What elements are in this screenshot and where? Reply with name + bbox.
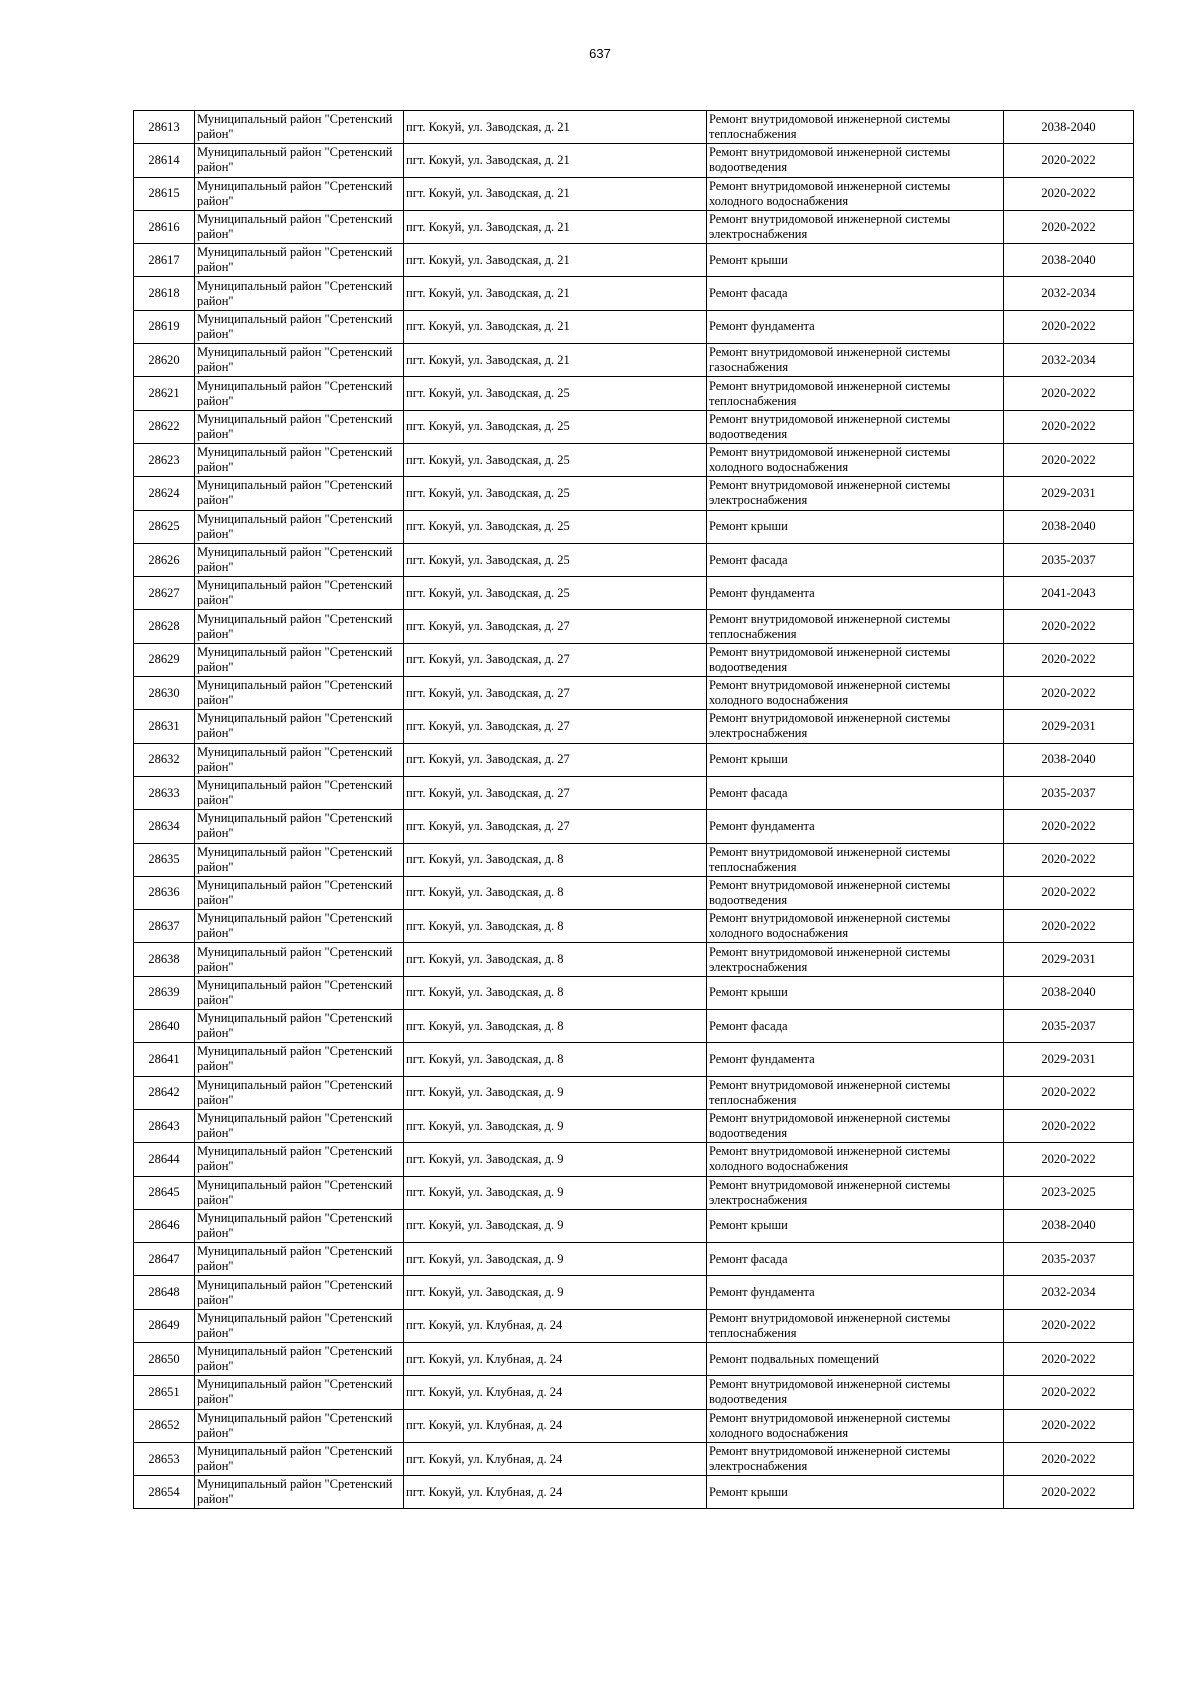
- work-type-cell: Ремонт внутридомовой инженерной системы водоотведения: [707, 876, 1004, 909]
- row-number-cell: 28620: [134, 344, 195, 377]
- period-cell: 2029-2031: [1004, 943, 1134, 976]
- address-cell: пгт. Кокуй, ул. Заводская, д. 9: [404, 1076, 707, 1109]
- municipality-cell: Муниципальный район "Сретенский район": [195, 443, 404, 476]
- address-cell: пгт. Кокуй, ул. Клубная, д. 24: [404, 1309, 707, 1342]
- table-row: [134, 776, 1134, 809]
- work-type-cell: Ремонт внутридомовой инженерной системы холодного водоснабжения: [707, 1409, 1004, 1442]
- period-cell: 2029-2031: [1004, 477, 1134, 510]
- period-cell: 2041-2043: [1004, 577, 1134, 610]
- period-cell: 2020-2022: [1004, 843, 1134, 876]
- municipality-cell: Муниципальный район "Сретенский район": [195, 1176, 404, 1209]
- table-row: [134, 943, 1134, 976]
- table-row: [134, 1276, 1134, 1309]
- address-cell: пгт. Кокуй, ул. Заводская, д. 9: [404, 1109, 707, 1142]
- address-cell: пгт. Кокуй, ул. Заводская, д. 25: [404, 477, 707, 510]
- work-type-cell: Ремонт фундамента: [707, 1043, 1004, 1076]
- address-cell: пгт. Кокуй, ул. Заводская, д. 21: [404, 277, 707, 310]
- table-row: [134, 443, 1134, 476]
- table-row: [134, 1043, 1134, 1076]
- address-cell: пгт. Кокуй, ул. Заводская, д. 25: [404, 377, 707, 410]
- work-type-cell: Ремонт фасада: [707, 1243, 1004, 1276]
- work-type-cell: Ремонт внутридомовой инженерной системы теплоснабжения: [707, 377, 1004, 410]
- address-cell: пгт. Кокуй, ул. Заводская, д. 25: [404, 577, 707, 610]
- address-cell: пгт. Кокуй, ул. Заводская, д. 8: [404, 1010, 707, 1043]
- address-cell: пгт. Кокуй, ул. Заводская, д. 9: [404, 1209, 707, 1242]
- table-row: [134, 344, 1134, 377]
- page-number: 637: [589, 46, 611, 61]
- address-cell: пгт. Кокуй, ул. Заводская, д. 9: [404, 1143, 707, 1176]
- address-cell: пгт. Кокуй, ул. Заводская, д. 27: [404, 643, 707, 676]
- row-number-cell: 28624: [134, 477, 195, 510]
- period-cell: 2038-2040: [1004, 510, 1134, 543]
- table-row: [134, 976, 1134, 1009]
- row-number-cell: 28628: [134, 610, 195, 643]
- work-type-cell: Ремонт внутридомовой инженерной системы газоснабжения: [707, 344, 1004, 377]
- table-row: [134, 810, 1134, 843]
- municipality-cell: Муниципальный район "Сретенский район": [195, 1043, 404, 1076]
- table-row: [134, 1176, 1134, 1209]
- period-cell: 2020-2022: [1004, 1376, 1134, 1409]
- municipality-cell: Муниципальный район "Сретенский район": [195, 976, 404, 1009]
- work-type-cell: Ремонт внутридомовой инженерной системы водоотведения: [707, 643, 1004, 676]
- period-cell: 2038-2040: [1004, 976, 1134, 1009]
- period-cell: 2020-2022: [1004, 443, 1134, 476]
- table-row: [134, 144, 1134, 177]
- table-row: [134, 610, 1134, 643]
- address-cell: пгт. Кокуй, ул. Клубная, д. 24: [404, 1476, 707, 1509]
- municipality-cell: Муниципальный район "Сретенский район": [195, 410, 404, 443]
- address-cell: пгт. Кокуй, ул. Заводская, д. 27: [404, 810, 707, 843]
- work-type-cell: Ремонт фундамента: [707, 810, 1004, 843]
- table-row: [134, 277, 1134, 310]
- table-row: [134, 743, 1134, 776]
- municipality-cell: Муниципальный район "Сретенский район": [195, 1476, 404, 1509]
- row-number-cell: 28649: [134, 1309, 195, 1342]
- row-number-cell: 28645: [134, 1176, 195, 1209]
- address-cell: пгт. Кокуй, ул. Заводская, д. 27: [404, 610, 707, 643]
- municipality-cell: Муниципальный район "Сретенский район": [195, 543, 404, 576]
- municipality-cell: Муниципальный район "Сретенский район": [195, 710, 404, 743]
- municipality-cell: Муниципальный район "Сретенский район": [195, 377, 404, 410]
- work-type-cell: Ремонт крыши: [707, 976, 1004, 1009]
- address-cell: пгт. Кокуй, ул. Клубная, д. 24: [404, 1376, 707, 1409]
- row-number-cell: 28648: [134, 1276, 195, 1309]
- table-row: [134, 710, 1134, 743]
- work-type-cell: Ремонт крыши: [707, 510, 1004, 543]
- address-cell: пгт. Кокуй, ул. Заводская, д. 25: [404, 410, 707, 443]
- work-type-cell: Ремонт крыши: [707, 1476, 1004, 1509]
- period-cell: 2032-2034: [1004, 344, 1134, 377]
- table-row: [134, 177, 1134, 210]
- work-type-cell: Ремонт внутридомовой инженерной системы теплоснабжения: [707, 111, 1004, 144]
- work-type-cell: Ремонт фасада: [707, 776, 1004, 809]
- period-cell: 2020-2022: [1004, 1143, 1134, 1176]
- table-row: [134, 543, 1134, 576]
- table-row: [134, 1109, 1134, 1142]
- period-cell: 2020-2022: [1004, 677, 1134, 710]
- row-number-cell: 28647: [134, 1243, 195, 1276]
- table-row: [134, 1409, 1134, 1442]
- table-row: [134, 1442, 1134, 1475]
- municipality-cell: Муниципальный район "Сретенский район": [195, 610, 404, 643]
- period-cell: 2023-2025: [1004, 1176, 1134, 1209]
- address-cell: пгт. Кокуй, ул. Заводская, д. 8: [404, 976, 707, 1009]
- row-number-cell: 28636: [134, 876, 195, 909]
- municipality-cell: Муниципальный район "Сретенский район": [195, 310, 404, 343]
- row-number-cell: 28613: [134, 111, 195, 144]
- municipality-cell: Муниципальный район "Сретенский район": [195, 577, 404, 610]
- table-row: [134, 1309, 1134, 1342]
- municipality-cell: Муниципальный район "Сретенский район": [195, 510, 404, 543]
- municipality-cell: Муниципальный район "Сретенский район": [195, 1309, 404, 1342]
- work-type-cell: Ремонт внутридомовой инженерной системы электроснабжения: [707, 210, 1004, 243]
- work-type-cell: Ремонт внутридомовой инженерной системы электроснабжения: [707, 943, 1004, 976]
- period-cell: 2035-2037: [1004, 776, 1134, 809]
- work-type-cell: Ремонт подвальных помещений: [707, 1342, 1004, 1375]
- period-cell: 2020-2022: [1004, 1309, 1134, 1342]
- period-cell: 2035-2037: [1004, 1010, 1134, 1043]
- table-row: [134, 1010, 1134, 1043]
- address-cell: пгт. Кокуй, ул. Заводская, д. 25: [404, 443, 707, 476]
- municipality-cell: Муниципальный район "Сретенский район": [195, 810, 404, 843]
- work-type-cell: Ремонт внутридомовой инженерной системы холодного водоснабжения: [707, 443, 1004, 476]
- period-cell: 2038-2040: [1004, 743, 1134, 776]
- address-cell: пгт. Кокуй, ул. Клубная, д. 24: [404, 1442, 707, 1475]
- work-type-cell: Ремонт крыши: [707, 743, 1004, 776]
- table-row: [134, 1209, 1134, 1242]
- work-type-cell: Ремонт внутридомовой инженерной системы теплоснабжения: [707, 610, 1004, 643]
- address-cell: пгт. Кокуй, ул. Заводская, д. 8: [404, 943, 707, 976]
- row-number-cell: 28616: [134, 210, 195, 243]
- work-type-cell: Ремонт внутридомовой инженерной системы холодного водоснабжения: [707, 1143, 1004, 1176]
- address-cell: пгт. Кокуй, ул. Заводская, д. 8: [404, 910, 707, 943]
- table-row: [134, 410, 1134, 443]
- repair-schedule-table: [133, 110, 1134, 1509]
- period-cell: 2020-2022: [1004, 144, 1134, 177]
- work-type-cell: Ремонт внутридомовой инженерной системы электроснабжения: [707, 1176, 1004, 1209]
- period-cell: 2029-2031: [1004, 710, 1134, 743]
- municipality-cell: Муниципальный район "Сретенский район": [195, 843, 404, 876]
- address-cell: пгт. Кокуй, ул. Заводская, д. 21: [404, 310, 707, 343]
- table-row: [134, 577, 1134, 610]
- row-number-cell: 28621: [134, 377, 195, 410]
- address-cell: пгт. Кокуй, ул. Заводская, д. 21: [404, 344, 707, 377]
- address-cell: пгт. Кокуй, ул. Клубная, д. 24: [404, 1342, 707, 1375]
- work-type-cell: Ремонт внутридомовой инженерной системы теплоснабжения: [707, 1076, 1004, 1109]
- address-cell: пгт. Кокуй, ул. Заводская, д. 21: [404, 144, 707, 177]
- period-cell: 2029-2031: [1004, 1043, 1134, 1076]
- row-number-cell: 28651: [134, 1376, 195, 1409]
- municipality-cell: Муниципальный район "Сретенский район": [195, 876, 404, 909]
- work-type-cell: Ремонт фундамента: [707, 577, 1004, 610]
- table-row: [134, 1243, 1134, 1276]
- row-number-cell: 28646: [134, 1209, 195, 1242]
- municipality-cell: Муниципальный район "Сретенский район": [195, 1442, 404, 1475]
- table-row: [134, 111, 1134, 144]
- work-type-cell: Ремонт внутридомовой инженерной системы холодного водоснабжения: [707, 177, 1004, 210]
- address-cell: пгт. Кокуй, ул. Заводская, д. 27: [404, 776, 707, 809]
- period-cell: 2038-2040: [1004, 1209, 1134, 1242]
- municipality-cell: Муниципальный район "Сретенский район": [195, 1010, 404, 1043]
- row-number-cell: 28642: [134, 1076, 195, 1109]
- table-row: [134, 1476, 1134, 1509]
- municipality-cell: Муниципальный район "Сретенский район": [195, 643, 404, 676]
- address-cell: пгт. Кокуй, ул. Заводская, д. 21: [404, 210, 707, 243]
- address-cell: пгт. Кокуй, ул. Заводская, д. 9: [404, 1176, 707, 1209]
- table-row: [134, 843, 1134, 876]
- address-cell: пгт. Кокуй, ул. Заводская, д. 27: [404, 677, 707, 710]
- table-body: [134, 111, 1134, 1509]
- address-cell: пгт. Кокуй, ул. Клубная, д. 24: [404, 1409, 707, 1442]
- period-cell: 2032-2034: [1004, 277, 1134, 310]
- address-cell: пгт. Кокуй, ул. Заводская, д. 9: [404, 1243, 707, 1276]
- row-number-cell: 28639: [134, 976, 195, 1009]
- address-cell: пгт. Кокуй, ул. Заводская, д. 9: [404, 1276, 707, 1309]
- municipality-cell: Муниципальный район "Сретенский район": [195, 776, 404, 809]
- row-number-cell: 28633: [134, 776, 195, 809]
- work-type-cell: Ремонт внутридомовой инженерной системы водоотведения: [707, 1109, 1004, 1142]
- table-row: [134, 643, 1134, 676]
- period-cell: 2020-2022: [1004, 1442, 1134, 1475]
- municipality-cell: Муниципальный район "Сретенский район": [195, 1243, 404, 1276]
- work-type-cell: Ремонт внутридомовой инженерной системы водоотведения: [707, 144, 1004, 177]
- row-number-cell: 28640: [134, 1010, 195, 1043]
- municipality-cell: Муниципальный район "Сретенский район": [195, 210, 404, 243]
- table-row: [134, 510, 1134, 543]
- row-number-cell: 28654: [134, 1476, 195, 1509]
- period-cell: 2020-2022: [1004, 410, 1134, 443]
- period-cell: 2020-2022: [1004, 610, 1134, 643]
- row-number-cell: 28650: [134, 1342, 195, 1375]
- address-cell: пгт. Кокуй, ул. Заводская, д. 27: [404, 710, 707, 743]
- table-row: [134, 377, 1134, 410]
- municipality-cell: Муниципальный район "Сретенский район": [195, 1376, 404, 1409]
- work-type-cell: Ремонт внутридомовой инженерной системы электроснабжения: [707, 477, 1004, 510]
- period-cell: 2020-2022: [1004, 1109, 1134, 1142]
- row-number-cell: 28623: [134, 443, 195, 476]
- period-cell: 2020-2022: [1004, 1076, 1134, 1109]
- address-cell: пгт. Кокуй, ул. Заводская, д. 8: [404, 876, 707, 909]
- work-type-cell: Ремонт фасада: [707, 543, 1004, 576]
- work-type-cell: Ремонт внутридомовой инженерной системы теплоснабжения: [707, 1309, 1004, 1342]
- table-row: [134, 310, 1134, 343]
- work-type-cell: Ремонт внутридомовой инженерной системы холодного водоснабжения: [707, 677, 1004, 710]
- municipality-cell: Муниципальный район "Сретенский район": [195, 244, 404, 277]
- row-number-cell: 28643: [134, 1109, 195, 1142]
- municipality-cell: Муниципальный район "Сретенский район": [195, 1409, 404, 1442]
- work-type-cell: Ремонт внутридомовой инженерной системы электроснабжения: [707, 710, 1004, 743]
- address-cell: пгт. Кокуй, ул. Заводская, д. 8: [404, 843, 707, 876]
- work-type-cell: Ремонт фасада: [707, 1010, 1004, 1043]
- municipality-cell: Муниципальный район "Сретенский район": [195, 1209, 404, 1242]
- period-cell: 2020-2022: [1004, 177, 1134, 210]
- period-cell: 2035-2037: [1004, 1243, 1134, 1276]
- work-type-cell: Ремонт внутридомовой инженерной системы электроснабжения: [707, 1442, 1004, 1475]
- table-row: [134, 1342, 1134, 1375]
- row-number-cell: 28619: [134, 310, 195, 343]
- municipality-cell: Муниципальный район "Сретенский район": [195, 943, 404, 976]
- period-cell: 2020-2022: [1004, 310, 1134, 343]
- municipality-cell: Муниципальный район "Сретенский район": [195, 1109, 404, 1142]
- period-cell: 2038-2040: [1004, 244, 1134, 277]
- table-row: [134, 910, 1134, 943]
- row-number-cell: 28622: [134, 410, 195, 443]
- municipality-cell: Муниципальный район "Сретенский район": [195, 277, 404, 310]
- table-row: [134, 677, 1134, 710]
- municipality-cell: Муниципальный район "Сретенский район": [195, 177, 404, 210]
- row-number-cell: 28632: [134, 743, 195, 776]
- municipality-cell: Муниципальный район "Сретенский район": [195, 111, 404, 144]
- table-row: [134, 876, 1134, 909]
- municipality-cell: Муниципальный район "Сретенский район": [195, 1076, 404, 1109]
- table-row: [134, 1143, 1134, 1176]
- work-type-cell: Ремонт внутридомовой инженерной системы теплоснабжения: [707, 843, 1004, 876]
- table-row: [134, 1376, 1134, 1409]
- address-cell: пгт. Кокуй, ул. Заводская, д. 8: [404, 1043, 707, 1076]
- work-type-cell: Ремонт крыши: [707, 244, 1004, 277]
- address-cell: пгт. Кокуй, ул. Заводская, д. 21: [404, 177, 707, 210]
- municipality-cell: Муниципальный район "Сретенский район": [195, 1143, 404, 1176]
- work-type-cell: Ремонт внутридомовой инженерной системы водоотведения: [707, 1376, 1004, 1409]
- period-cell: 2020-2022: [1004, 910, 1134, 943]
- row-number-cell: 28618: [134, 277, 195, 310]
- row-number-cell: 28625: [134, 510, 195, 543]
- municipality-cell: Муниципальный район "Сретенский район": [195, 1342, 404, 1375]
- row-number-cell: 28626: [134, 543, 195, 576]
- municipality-cell: Муниципальный район "Сретенский район": [195, 477, 404, 510]
- period-cell: 2020-2022: [1004, 1342, 1134, 1375]
- address-cell: пгт. Кокуй, ул. Заводская, д. 25: [404, 543, 707, 576]
- address-cell: пгт. Кокуй, ул. Заводская, д. 27: [404, 743, 707, 776]
- municipality-cell: Муниципальный район "Сретенский район": [195, 910, 404, 943]
- municipality-cell: Муниципальный район "Сретенский район": [195, 743, 404, 776]
- row-number-cell: 28631: [134, 710, 195, 743]
- row-number-cell: 28644: [134, 1143, 195, 1176]
- work-type-cell: Ремонт фундамента: [707, 1276, 1004, 1309]
- table-row: [134, 1076, 1134, 1109]
- row-number-cell: 28630: [134, 677, 195, 710]
- row-number-cell: 28652: [134, 1409, 195, 1442]
- period-cell: 2020-2022: [1004, 1476, 1134, 1509]
- municipality-cell: Муниципальный район "Сретенский район": [195, 344, 404, 377]
- table-row: [134, 210, 1134, 243]
- period-cell: 2020-2022: [1004, 643, 1134, 676]
- address-cell: пгт. Кокуй, ул. Заводская, д. 21: [404, 111, 707, 144]
- table-row: [134, 244, 1134, 277]
- period-cell: 2032-2034: [1004, 1276, 1134, 1309]
- period-cell: 2035-2037: [1004, 543, 1134, 576]
- row-number-cell: 28653: [134, 1442, 195, 1475]
- period-cell: 2020-2022: [1004, 810, 1134, 843]
- work-type-cell: Ремонт крыши: [707, 1209, 1004, 1242]
- row-number-cell: 28641: [134, 1043, 195, 1076]
- period-cell: 2038-2040: [1004, 111, 1134, 144]
- row-number-cell: 28627: [134, 577, 195, 610]
- period-cell: 2020-2022: [1004, 377, 1134, 410]
- period-cell: 2020-2022: [1004, 876, 1134, 909]
- address-cell: пгт. Кокуй, ул. Заводская, д. 21: [404, 244, 707, 277]
- row-number-cell: 28635: [134, 843, 195, 876]
- municipality-cell: Муниципальный район "Сретенский район": [195, 144, 404, 177]
- row-number-cell: 28638: [134, 943, 195, 976]
- work-type-cell: Ремонт внутридомовой инженерной системы водоотведения: [707, 410, 1004, 443]
- address-cell: пгт. Кокуй, ул. Заводская, д. 25: [404, 510, 707, 543]
- row-number-cell: 28629: [134, 643, 195, 676]
- period-cell: 2020-2022: [1004, 1409, 1134, 1442]
- table-row: [134, 477, 1134, 510]
- municipality-cell: Муниципальный район "Сретенский район": [195, 677, 404, 710]
- row-number-cell: 28637: [134, 910, 195, 943]
- period-cell: 2020-2022: [1004, 210, 1134, 243]
- work-type-cell: Ремонт фасада: [707, 277, 1004, 310]
- row-number-cell: 28614: [134, 144, 195, 177]
- row-number-cell: 28615: [134, 177, 195, 210]
- work-type-cell: Ремонт фундамента: [707, 310, 1004, 343]
- work-type-cell: Ремонт внутридомовой инженерной системы холодного водоснабжения: [707, 910, 1004, 943]
- row-number-cell: 28634: [134, 810, 195, 843]
- row-number-cell: 28617: [134, 244, 195, 277]
- municipality-cell: Муниципальный район "Сретенский район": [195, 1276, 404, 1309]
